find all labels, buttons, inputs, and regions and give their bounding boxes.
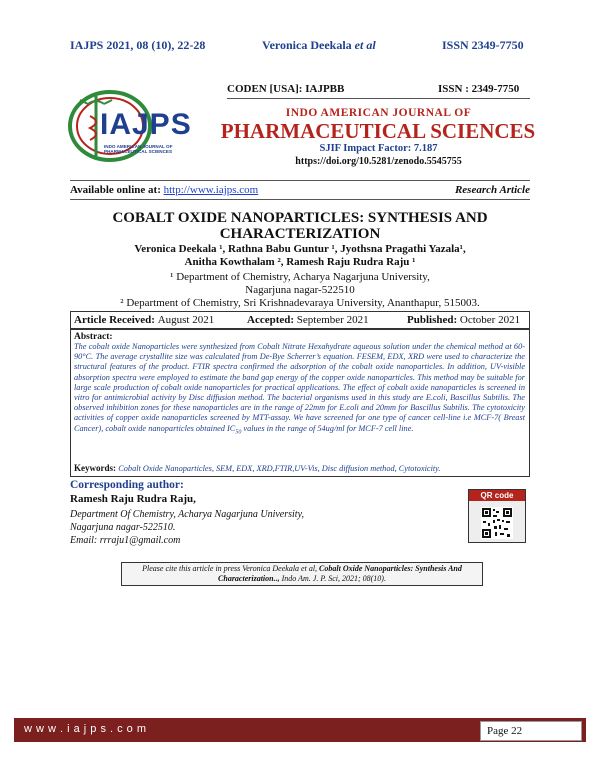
journal-url-link[interactable]: http://www.iajps.com [163, 184, 259, 196]
abstract-body: The cobalt oxide Nanoparticles were synthesized from Cobalt Nitrate Hexahydrate aqueous solution under the chemical method at 60-90°C. The average crystallite size was calculated from De-Bye Scherrer’s equation. FESEM, EDX, XRD were used to characterize the structural features of the product. FTIR spectra confirmed the adsorption of the cobalt oxide nanoparticles. In addition, UV-visible absorption spectra were employed to estimate the band gap energy of the copper oxide nanoparticles. This method may be suitable for large scale production of cobalt oxide nanoparticles for practical applications. The effect of cobalt oxide nanoparticles is screened in vitro for antimicrobial activity by Disc diffusion method. The bacterial organisms used in this study are E.coli, Bascillus Subtilis. The observed inhibition zones for these nanoparticles are in the range of 22mm for E.coli and 20mm for Bascillus Subtilis. The cytotoxicity activities of copper oxide nanoparticles screened by MTT-assay. We have screened for one type of cancer cell-line i.e MCF-7( Breast Cancer), cobalt oxide nanoparticles obtained $IC_{50}$ values in the range of 54ug/ml for MCF-7 cell line. [74, 342, 525, 436]
citation-text: Please cite this article in press Veronica Deekala et al, Cobalt Oxide Nanoparticles: Synthesis And Characterization.., Indo Am. J. P. Sci, 2021; 08(10). [142, 564, 462, 583]
abstract-box [70, 328, 530, 477]
impact-factor: SJIF Impact Factor: 7.187 [319, 143, 438, 154]
qr-code-icon [469, 501, 525, 542]
doi: https://doi.org/10.5281/zenodo.5545755 [295, 156, 462, 167]
date-published: Published: October 2021 [407, 314, 521, 326]
running-header-issn: ISSN 2349-7750 [442, 38, 524, 52]
citation-box [121, 562, 483, 586]
corresponding-heading: Corresponding author: [70, 479, 184, 491]
date-received: Article Received: August 2021 [74, 314, 215, 326]
footer-page-box [480, 721, 582, 741]
issn-print: ISSN : 2349-7750 [438, 83, 520, 95]
keywords: Keywords: Cobalt Oxide Nanoparticles, SEM, EDX, XRD,FTIR,UV-Vis, Disc diffusion method, Cytotoxicity. [74, 463, 441, 473]
abstract-heading: Abstract: [74, 332, 113, 342]
coden: CODEN [USA]: IAJPBB [227, 83, 345, 95]
date-accepted: Accepted: September 2021 [247, 314, 369, 326]
logo-subtitle: INDO AMERICAN JOURNAL OF PHARMACEUTICAL SCIENCES [104, 144, 173, 155]
logo-wordmark: IAJPS [100, 108, 192, 141]
affiliation-2: ² Department of Chemistry, Sri Krishnadevaraya University, Ananthapur, 515003. [120, 297, 480, 309]
qr-code-box [468, 489, 526, 543]
running-header-author: Veronica Deekala et al [262, 38, 376, 52]
article-type: Research Article [454, 184, 530, 196]
qr-label: QR code [469, 490, 525, 501]
footer-site: w w w . i a j p s . c o m [24, 723, 147, 735]
journal-name-line1: INDO AMERICAN JOURNAL OF [285, 107, 472, 119]
journal-logo [66, 86, 194, 166]
corresponding-city: Nagarjuna nagar-522510. [70, 522, 176, 533]
available-online: Available online at: http://www.iajps.com [70, 184, 259, 196]
journal-name-line2: PHARMACEUTICAL SCIENCES [220, 119, 536, 143]
corresponding-dept: Department Of Chemistry, Acharya Nagarjuna University, [70, 509, 304, 520]
page-number: Page 22 [487, 725, 523, 737]
running-header-journal-ref: IAJPS 2021, 08 (10), 22-28 [70, 38, 206, 52]
article-title: COBALT OXIDE NANOPARTICLES: SYNTHESIS AND CHARACTERIZATION [112, 210, 488, 242]
affiliation-1: ¹ Department of Chemistry, Acharya Nagarjuna University, Nagarjuna nagar-522510 [170, 271, 430, 296]
corresponding-email: Email: rrraju1@gmail.com [70, 535, 181, 546]
corresponding-name: Ramesh Raju Rudra Raju, [70, 493, 196, 505]
authors: Veronica Deekala ¹, Rathna Babu Guntur ¹, Jyothsna Pragathi Yazala¹, Anitha Kowthalam ², Ramesh Raju Rudra Raju ¹ [134, 243, 466, 268]
